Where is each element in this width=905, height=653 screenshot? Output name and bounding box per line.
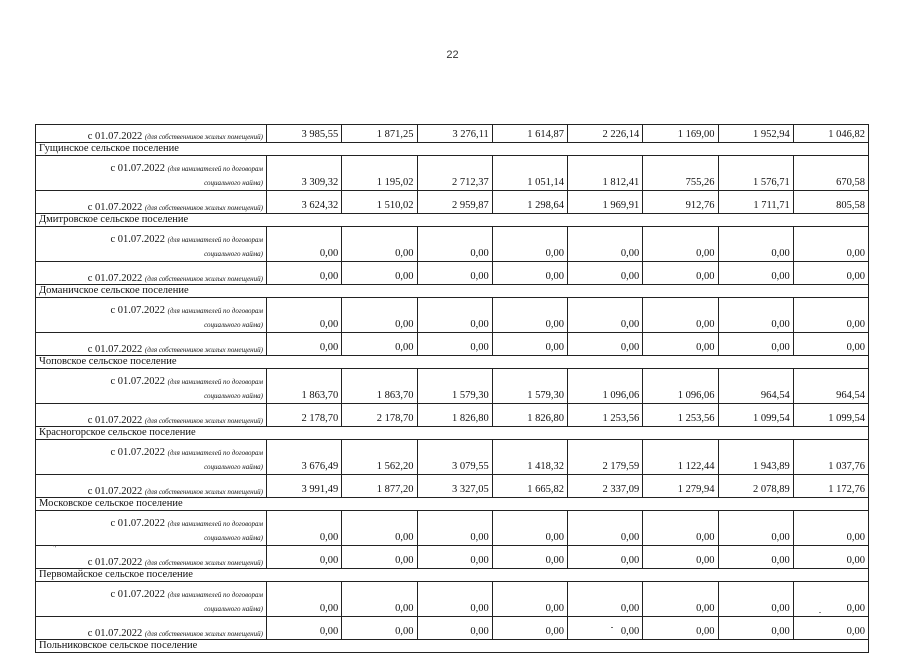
label-line [39, 602, 263, 616]
date-label: с 01.07.2022 [110, 447, 166, 458]
value-cell: 1 510,02 [342, 191, 417, 214]
value-cell: 0,00 [718, 511, 793, 546]
value-cell: 0,00 [643, 333, 718, 356]
table-row [36, 333, 869, 356]
value-cell: 0,00 [342, 333, 417, 356]
value-cell: 1 665,82 [492, 475, 567, 498]
value-cell: 0,00 [793, 298, 868, 333]
label-line [39, 247, 263, 261]
settlement-name: Гущинское сельское поселение [36, 143, 869, 156]
value-cell: 0,00 [417, 617, 492, 640]
value-cell: 0,00 [718, 546, 793, 569]
value-cell: 0,00 [793, 511, 868, 546]
row-label-owners [36, 125, 267, 143]
value-cell: 1 863,70 [342, 369, 417, 404]
value-cell: 0,00 [568, 582, 643, 617]
note-tenants-line1: (для нанимателей по договорам [167, 591, 263, 599]
value-cell: 0,00 [643, 262, 718, 285]
value-cell: 1 096,06 [568, 369, 643, 404]
value-cell: 1 046,82 [793, 125, 868, 143]
row-label-tenants [36, 369, 267, 404]
value-cell: 0,00 [643, 617, 718, 640]
label-line [39, 446, 263, 460]
value-cell: 964,54 [793, 369, 868, 404]
value-cell: 3 624,32 [267, 191, 342, 214]
settlement-header-row [36, 143, 869, 156]
table-row [36, 582, 869, 617]
value-cell: 0,00 [568, 546, 643, 569]
value-cell: 0,00 [492, 262, 567, 285]
value-cell: 0,00 [568, 298, 643, 333]
settlement-header-row [36, 569, 869, 582]
row-label-tenants [36, 298, 267, 333]
row-label-owners [36, 475, 267, 498]
value-cell: 3 276,11 [417, 125, 492, 143]
table-row [36, 156, 869, 191]
value-cell: 0,00 [417, 227, 492, 262]
settlement-name: Польниковское сельское поселение [36, 640, 869, 653]
note-owners: (для собственников жилых помещений) [144, 204, 263, 212]
value-cell: 0,00 [568, 333, 643, 356]
note-tenants-line2: социального найма) [204, 179, 263, 187]
value-cell: 0,00 [793, 262, 868, 285]
value-cell: 755,26 [643, 156, 718, 191]
value-cell: 3 327,05 [417, 475, 492, 498]
table-row [36, 440, 869, 475]
note-tenants-line2: социального найма) [204, 250, 263, 258]
value-cell: 0,00 [793, 617, 868, 640]
note-tenants-line2: социального найма) [204, 321, 263, 329]
value-cell: 3 991,49 [267, 475, 342, 498]
note-owners: (для собственников жилых помещений) [144, 630, 263, 638]
value-cell: 0,00 [267, 298, 342, 333]
note-owners: (для собственников жилых помещений) [144, 417, 263, 425]
note-owners: (для собственников жилых помещений) [144, 133, 263, 141]
note-tenants-line1: (для нанимателей по договорам [167, 520, 263, 528]
table-row [36, 191, 869, 214]
value-cell: 1 253,56 [568, 404, 643, 427]
note-owners: (для собственников жилых помещений) [144, 275, 263, 283]
value-cell: 1 037,76 [793, 440, 868, 475]
value-cell: 1 562,20 [342, 440, 417, 475]
value-cell: 1 253,56 [643, 404, 718, 427]
value-cell: 0,00 [492, 582, 567, 617]
note-tenants-line1: (для нанимателей по договорам [167, 378, 263, 386]
value-cell: 0,00 [718, 227, 793, 262]
value-cell: 3 309,32 [267, 156, 342, 191]
note-tenants-line1: (для нанимателей по договорам [167, 449, 263, 457]
note-tenants-line1: (для нанимателей по договорам [167, 236, 263, 244]
value-cell: 2 178,70 [267, 404, 342, 427]
note-tenants-line1: (для нанимателей по договорам [167, 165, 263, 173]
value-cell: 1 099,54 [793, 404, 868, 427]
value-cell: 2 959,87 [417, 191, 492, 214]
value-cell: 964,54 [718, 369, 793, 404]
tariff-table [35, 124, 869, 653]
label-line [39, 389, 263, 403]
label-line [39, 531, 263, 545]
value-cell: 0,00 [568, 511, 643, 546]
note-tenants-line1: (для нанимателей по договорам [167, 307, 263, 315]
label-line [39, 460, 263, 474]
value-cell: 670,58 [793, 156, 868, 191]
settlement-header-row [36, 640, 869, 653]
value-cell: 0,00 [492, 511, 567, 546]
value-cell: 0,00 [492, 617, 567, 640]
value-cell: 0,00 [342, 582, 417, 617]
value-cell: 1 172,76 [793, 475, 868, 498]
value-cell: 1 169,00 [643, 125, 718, 143]
value-cell: 0,00 [718, 582, 793, 617]
note-owners: (для собственников жилых помещений) [144, 346, 263, 354]
value-cell: 0,00 [417, 298, 492, 333]
date-label: с 01.07.2022 [87, 344, 143, 355]
settlement-header-row [36, 356, 869, 369]
table-row [36, 262, 869, 285]
row-label-owners [36, 617, 267, 640]
table-row [36, 369, 869, 404]
value-cell: 0,00 [267, 617, 342, 640]
value-cell: 1 579,30 [417, 369, 492, 404]
value-cell: 0,00 [267, 582, 342, 617]
value-cell: 0,00 [568, 617, 643, 640]
value-cell: 2 078,89 [718, 475, 793, 498]
value-cell: 805,58 [793, 191, 868, 214]
note-tenants-line2: социального найма) [204, 605, 263, 613]
note-tenants-line2: социального найма) [204, 392, 263, 400]
value-cell: 1 826,80 [492, 404, 567, 427]
value-cell: 1 877,20 [342, 475, 417, 498]
date-label: с 01.07.2022 [87, 415, 143, 426]
settlement-name: Московское сельское поселение [36, 498, 869, 511]
value-cell: 0,00 [568, 227, 643, 262]
settlement-header-row [36, 498, 869, 511]
date-label: с 01.07.2022 [87, 202, 143, 213]
value-cell: 3 985,55 [267, 125, 342, 143]
value-cell: 1 711,71 [718, 191, 793, 214]
value-cell: 0,00 [417, 511, 492, 546]
value-cell: 0,00 [643, 298, 718, 333]
value-cell: 1 969,91 [568, 191, 643, 214]
value-cell: 2 712,37 [417, 156, 492, 191]
date-label: с 01.07.2022 [110, 305, 166, 316]
value-cell: 1 279,94 [643, 475, 718, 498]
value-cell: 0,00 [417, 546, 492, 569]
value-cell: 1 943,89 [718, 440, 793, 475]
value-cell: 1 614,87 [492, 125, 567, 143]
value-cell: 0,00 [492, 333, 567, 356]
value-cell: 0,00 [342, 298, 417, 333]
scan-dot [819, 612, 821, 613]
value-cell: 0,00 [267, 227, 342, 262]
row-label-tenants [36, 440, 267, 475]
value-cell: 1 576,71 [718, 156, 793, 191]
value-cell: 2 337,09 [568, 475, 643, 498]
value-cell: 0,00 [342, 546, 417, 569]
value-cell: 3 676,49 [267, 440, 342, 475]
label-line [39, 233, 263, 247]
table-row [36, 475, 869, 498]
scan-dot [611, 627, 613, 628]
table-row [36, 227, 869, 262]
value-cell: 1 952,94 [718, 125, 793, 143]
value-cell: 0,00 [643, 546, 718, 569]
value-cell: 1 579,30 [492, 369, 567, 404]
table-row [36, 617, 869, 640]
value-cell: 0,00 [793, 582, 868, 617]
settlement-name: Дмитровское сельское поселение [36, 214, 869, 227]
value-cell: 1 096,06 [643, 369, 718, 404]
page-number: 22 [446, 49, 459, 61]
value-cell: 0,00 [568, 262, 643, 285]
note-tenants-line2: социального найма) [204, 534, 263, 542]
date-label: с 01.07.2022 [110, 518, 166, 529]
value-cell: 0,00 [267, 333, 342, 356]
value-cell: 0,00 [342, 227, 417, 262]
value-cell: 1 826,80 [417, 404, 492, 427]
settlement-header-row [36, 285, 869, 298]
value-cell: 1 812,41 [568, 156, 643, 191]
value-cell: 0,00 [342, 511, 417, 546]
table-row [36, 546, 869, 569]
row-label-owners [36, 262, 267, 285]
value-cell: 0,00 [267, 511, 342, 546]
row-label-owners [36, 191, 267, 214]
row-label-owners [36, 333, 267, 356]
value-cell: 2 179,59 [568, 440, 643, 475]
label-line [39, 588, 263, 602]
value-cell: 0,00 [417, 582, 492, 617]
date-label: с 01.07.2022 [87, 273, 143, 284]
date-label: с 01.07.2022 [87, 131, 143, 142]
value-cell: 912,76 [643, 191, 718, 214]
value-cell: 0,00 [643, 582, 718, 617]
value-cell: 0,00 [492, 546, 567, 569]
settlement-header-row [36, 427, 869, 440]
row-label-owners [36, 546, 267, 569]
value-cell: 3 079,55 [417, 440, 492, 475]
value-cell: 2 178,70 [342, 404, 417, 427]
value-cell: 0,00 [342, 617, 417, 640]
value-cell: 0,00 [417, 333, 492, 356]
value-cell: 1 418,32 [492, 440, 567, 475]
value-cell: 0,00 [793, 227, 868, 262]
note-owners: (для собственников жилых помещений) [144, 559, 263, 567]
value-cell: 0,00 [267, 546, 342, 569]
table-row [36, 298, 869, 333]
table-row [36, 125, 869, 143]
value-cell: 1 195,02 [342, 156, 417, 191]
value-cell: 0,00 [793, 546, 868, 569]
settlement-name: Доманичское сельское поселение [36, 285, 869, 298]
value-cell: 1 871,25 [342, 125, 417, 143]
value-cell: 0,00 [492, 298, 567, 333]
value-cell: 0,00 [342, 262, 417, 285]
value-cell: 0,00 [643, 227, 718, 262]
value-cell: 1 051,14 [492, 156, 567, 191]
value-cell: 0,00 [267, 262, 342, 285]
label-line [39, 318, 263, 332]
value-cell: 1 298,64 [492, 191, 567, 214]
value-cell: 1 099,54 [718, 404, 793, 427]
value-cell: 0,00 [718, 617, 793, 640]
value-cell: 0,00 [417, 262, 492, 285]
value-cell: 1 863,70 [267, 369, 342, 404]
label-line [39, 162, 263, 176]
row-label-tenants [36, 227, 267, 262]
label-line [39, 517, 263, 531]
row-label-tenants [36, 156, 267, 191]
value-cell: 0,00 [643, 511, 718, 546]
table-row [36, 511, 869, 546]
date-label: с 01.07.2022 [87, 486, 143, 497]
date-label: с 01.07.2022 [87, 628, 143, 639]
settlement-name: Первомайское сельское поселение [36, 569, 869, 582]
value-cell: 0,00 [793, 333, 868, 356]
date-label: с 01.07.2022 [110, 589, 166, 600]
value-cell: 0,00 [718, 262, 793, 285]
date-label: с 01.07.2022 [110, 376, 166, 387]
label-line [39, 375, 263, 389]
date-label: с 01.07.2022 [110, 234, 166, 245]
scan-artifact-mark: `' [52, 544, 57, 553]
row-label-tenants [36, 511, 267, 546]
row-label-tenants [36, 582, 267, 617]
settlement-name: Чоповское сельское поселение [36, 356, 869, 369]
label-line [39, 304, 263, 318]
note-owners: (для собственников жилых помещений) [144, 488, 263, 496]
value-cell: 0,00 [718, 298, 793, 333]
date-label: с 01.07.2022 [87, 557, 143, 568]
value-cell: 0,00 [718, 333, 793, 356]
table-row [36, 404, 869, 427]
settlement-header-row [36, 214, 869, 227]
value-cell: 1 122,44 [643, 440, 718, 475]
row-label-owners [36, 404, 267, 427]
note-tenants-line2: социального найма) [204, 463, 263, 471]
value-cell: 0,00 [492, 227, 567, 262]
date-label: с 01.07.2022 [110, 163, 166, 174]
settlement-name: Красногорское сельское поселение [36, 427, 869, 440]
label-line [39, 176, 263, 190]
value-cell: 2 226,14 [568, 125, 643, 143]
